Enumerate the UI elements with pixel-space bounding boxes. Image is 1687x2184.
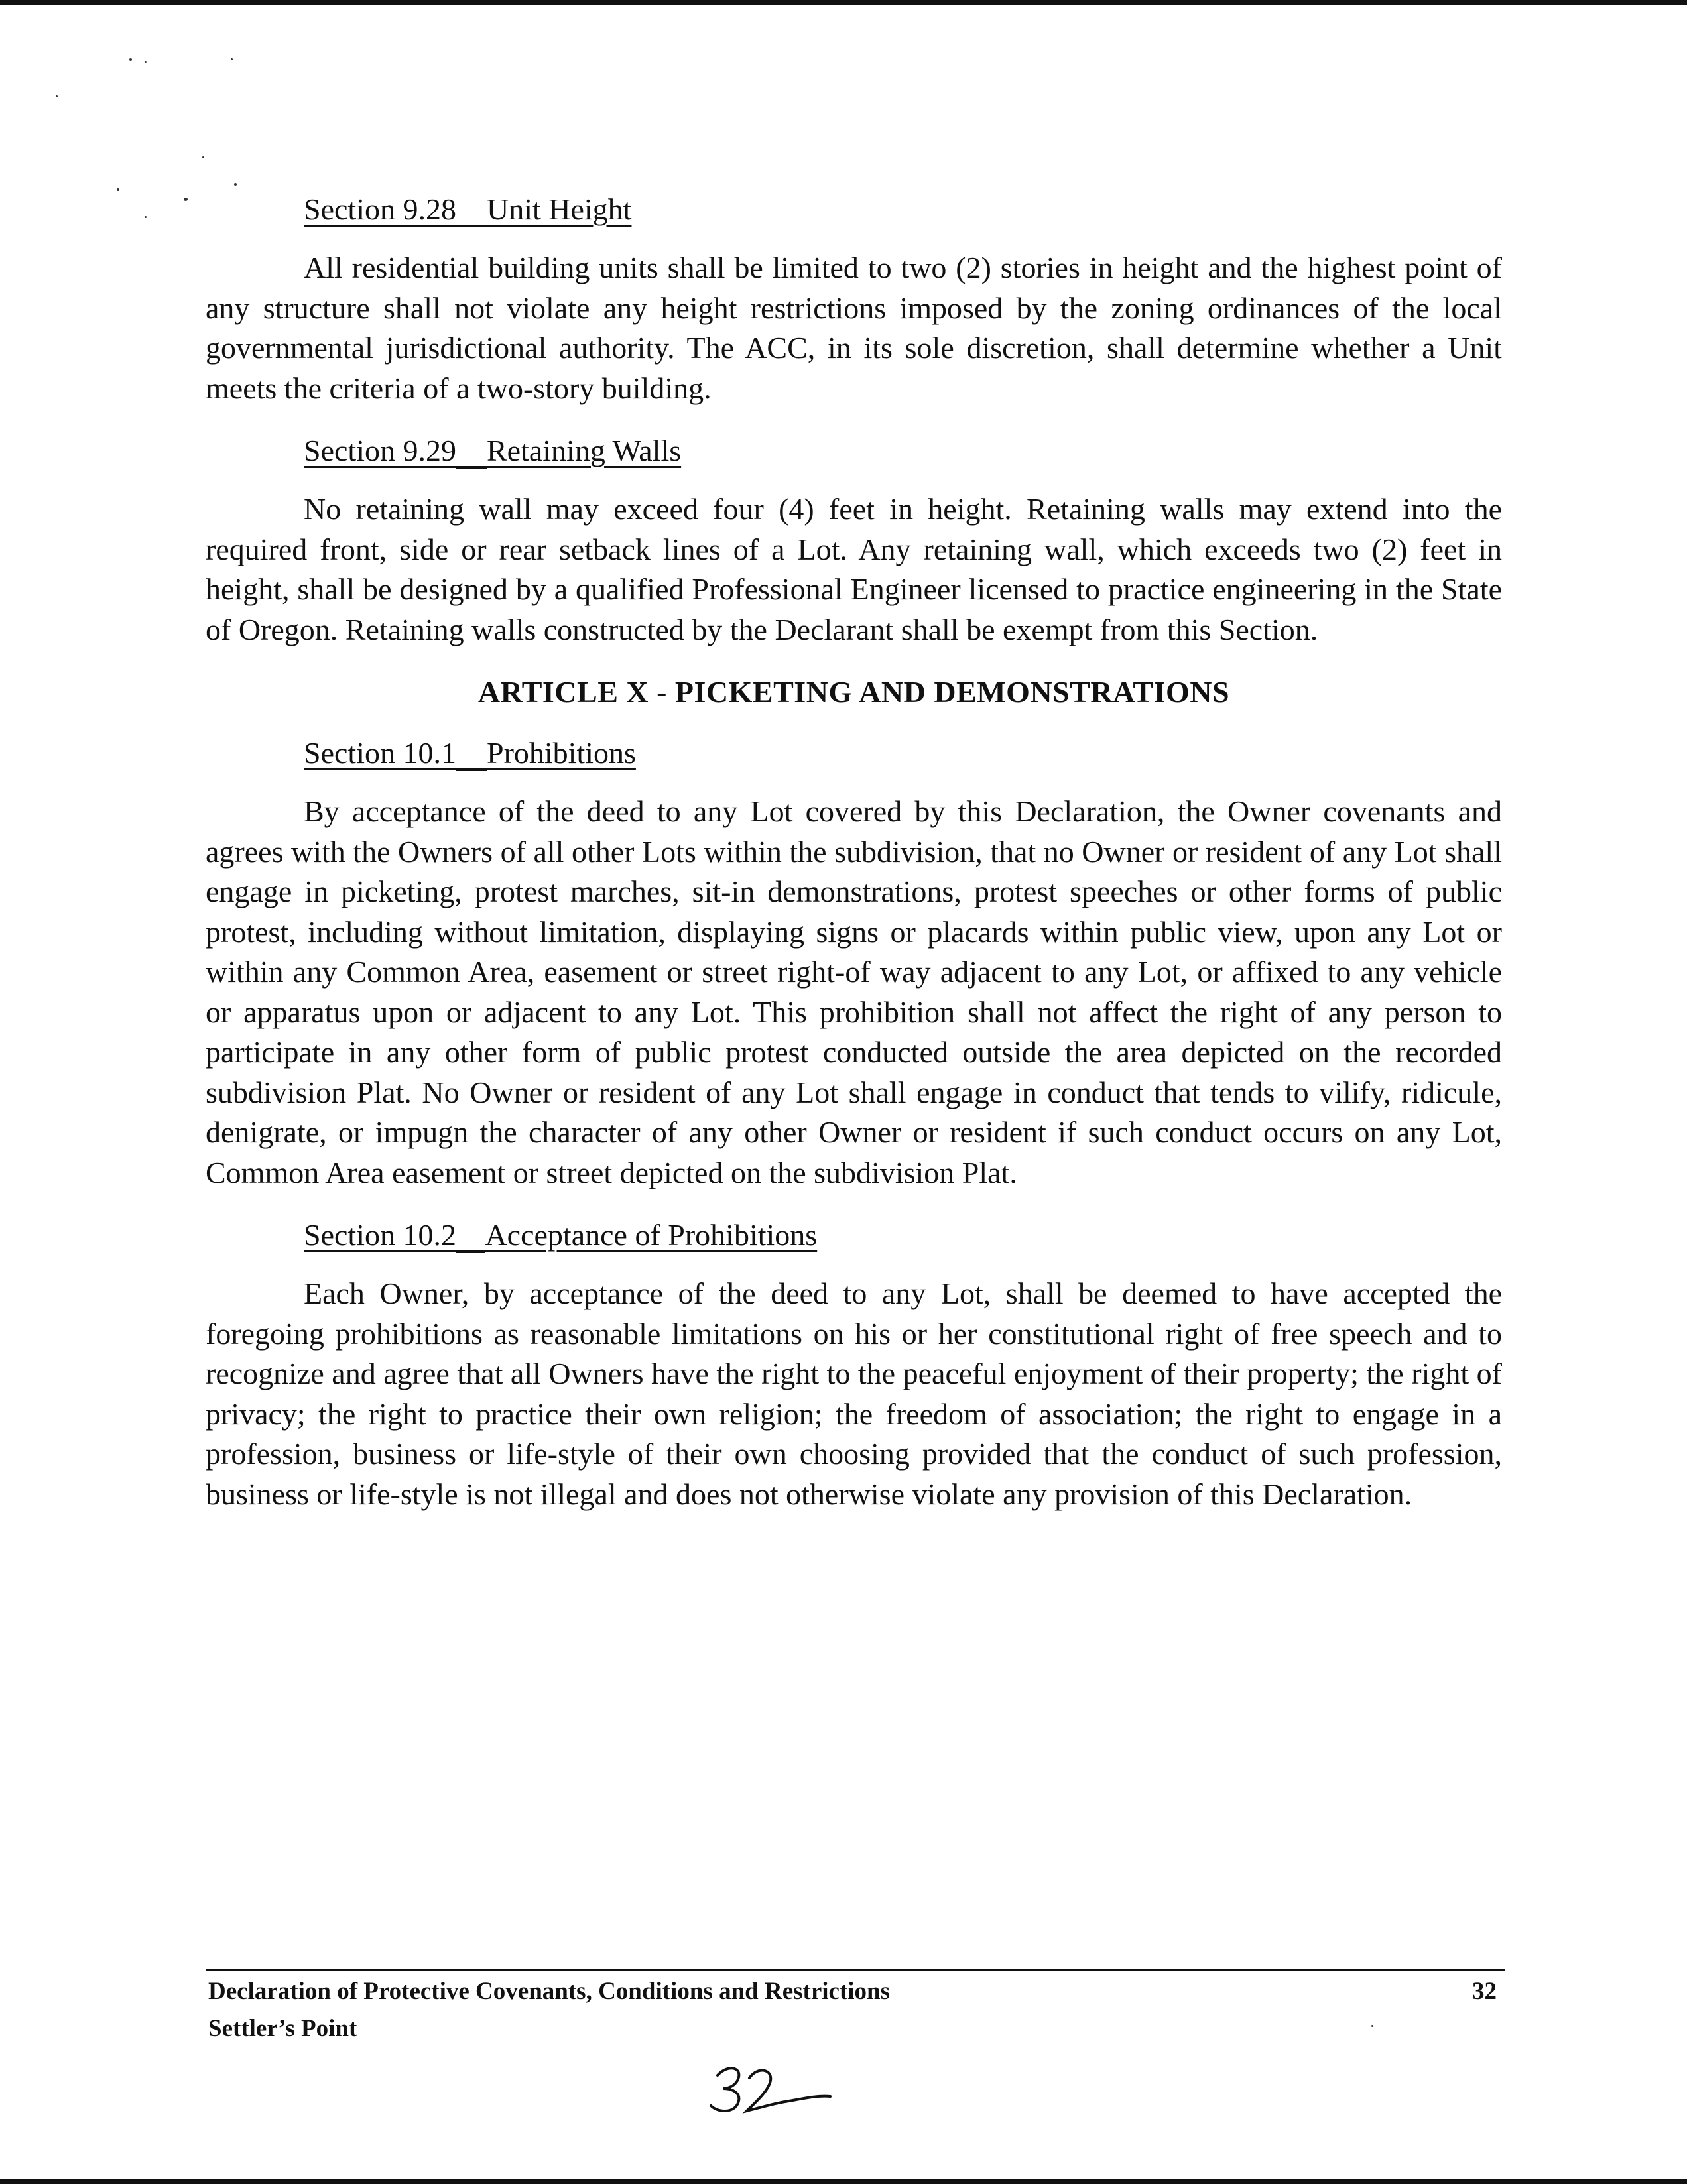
- section-paragraph-unit-height: All residential building units shall be limited to two (2) stories in height and the highest point of any structure shall not violate any height restrictions imposed by the zoning ordinances of the local governmental jurisdictional authority. The ACC, in its sole discretion, shall determine whether a Unit meets the criteria of a two-story building.: [206, 251, 1502, 405]
- section-title: Retaining Walls: [486, 434, 682, 467]
- footer-subdivision-name: Settler’s Point: [208, 2015, 357, 2042]
- section-number: Section 10.2: [304, 1218, 456, 1252]
- scan-speck: [56, 95, 58, 97]
- scan-speck: [184, 198, 188, 201]
- section-number: Section 9.28: [304, 192, 456, 226]
- document-body: [206, 190, 1502, 1537]
- section-heading-9-28: [304, 190, 1502, 229]
- scan-speck: [145, 61, 147, 63]
- section-paragraph-prohibitions: By acceptance of the deed to any Lot covered by this Declaration, the Owner covenants and agrees with the Owners of all other Lots within the subdivision, that no Owner or resident of any Lot shall engage in picketing, protest marches, sit-in demonstrations, protest speeches or other forms of public protest, including without limitation, displaying signs or placards within public view, upon any Lot or within any Common Area, easement or street right-of way adjacent to any Lot, or affixed to any vehicle or apparatus upon or adjacent to any Lot. This prohibition shall not affect the right of any person to participate in any other form of public protest conducted outside the area depicted on the recorded subdivision Plat. No Owner or resident of any Lot shall engage in conduct that tends to vilify, ridicule, denigrate, or impugn the character of any other Owner or resident if such conduct occurs on any Lot, Common Area easement or street depicted on the subdivision Plat.: [206, 794, 1502, 1189]
- article-heading: ARTICLE X - PICKETING AND DEMONSTRATIONS: [477, 675, 1230, 709]
- section-title: Acceptance of Prohibitions: [485, 1218, 818, 1252]
- scan-top-border: [0, 0, 1687, 5]
- section-heading-10-1: [304, 733, 1502, 773]
- scan-speck: [129, 58, 132, 61]
- handwritten-page-number: [703, 2055, 836, 2122]
- scan-speck: [117, 188, 119, 191]
- scan-speck: [202, 156, 204, 158]
- section-paragraph-retaining-walls: No retaining wall may exceed four (4) feet in height. Retaining walls may extend into the required front, side or rear setback lines of a Lot. Any retaining wall, which exceeds two (2) feet in height, shall be designed by a qualified Professional Engineer licensed to practice engineering in the State of Oregon. Retaining walls constructed by the Declarant shall be exempt from this Section.: [206, 492, 1502, 646]
- section-paragraph-acceptance: Each Owner, by acceptance of the deed to any Lot, shall be deemed to have accepted the foregoing prohibitions as reasonable limitations on his or her constitutional right of free speech and to recognize and agree that all Owners have the right to the peaceful enjoyment of their property; the right of privacy; the right to practice their own religion; the freedom of association; the right to engage in a profession, business or life-style of their own choosing provided that the conduct of such profession, business or life-style is not illegal and does not otherwise violate any provision of this Declaration.: [206, 1276, 1502, 1511]
- section-title: Unit Height: [486, 192, 632, 226]
- footer-rule: [206, 1969, 1505, 1971]
- footer-document-title: Declaration of Protective Covenants, Conditions and Restrictions: [208, 1978, 891, 2005]
- scan-bottom-border: [0, 2179, 1687, 2184]
- scan-speck: [1371, 2025, 1373, 2027]
- section-heading-10-2: [304, 1215, 1502, 1255]
- section-number: Section 10.1: [304, 736, 456, 770]
- section-number: Section 9.29: [304, 434, 456, 467]
- scan-speck: [234, 183, 237, 186]
- scan-speck: [145, 216, 147, 218]
- footer-page-number: 32: [1472, 1978, 1497, 2005]
- section-heading-9-29: [304, 431, 1502, 471]
- scan-speck: [231, 58, 233, 60]
- section-title: Prohibitions: [486, 736, 636, 770]
